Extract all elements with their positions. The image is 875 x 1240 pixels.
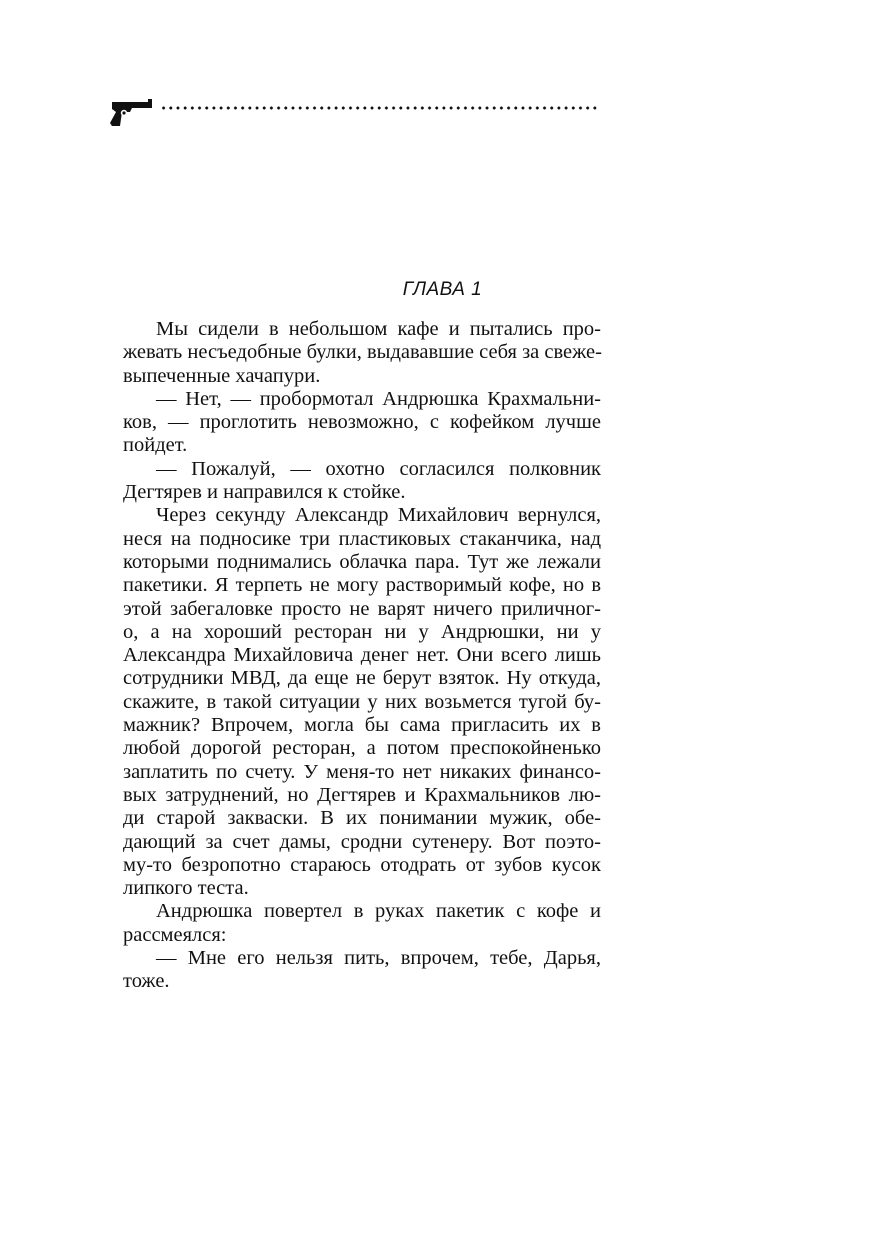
text-line: которыми поднимались облачка пара. Тут же лежали [123, 550, 601, 573]
text-line: выпеченные хачапури. [123, 364, 321, 387]
text-line: — Нет, — пробормотал Андрюшка Крахмальни- [156, 387, 601, 410]
text-line: му-то безропотно стараюсь отодрать от зубов кусок [123, 853, 601, 876]
text-line: скажите, в такой ситуации у них возьмется тугой бу- [123, 690, 601, 713]
text-line: ков, — проглотить невозможно, с кофейком лучше [123, 411, 601, 434]
chapter-title: ГЛАВА 1 [402, 279, 483, 300]
text-line: тоже. [123, 970, 170, 993]
text-line: заплатить по счету. У меня-то нет никаких финансо- [123, 760, 601, 783]
text-line: этой забегаловке просто не варят ничего приличног- [123, 597, 601, 620]
text-line: — Пожалуй, — охотно согласился полковник [156, 457, 601, 480]
text-line: — Мне его нельзя пить, впрочем, тебе, Дарья, [156, 947, 601, 970]
text-line: дающий за счет дамы, сродни сутенеру. Вот поэто- [123, 830, 601, 853]
header-ornament [108, 96, 608, 130]
text-line: Дегтярев и направился к стойке. [123, 481, 406, 504]
text-line: ди старой закваски. В их понимании мужик, обе- [123, 807, 601, 830]
revolver-icon [108, 96, 154, 130]
text-line: мажник? Впрочем, могла бы сама пригласить их в [123, 714, 601, 737]
dotted-rule [160, 106, 600, 110]
text-line: жевать несъедобные булки, выдававшие себя за свеже- [123, 341, 602, 364]
text-line: пакетики. Я терпеть не могу растворимый кофе, но в [123, 574, 601, 597]
text-line: о, а на хороший ресторан ни у Андрюшки, ни у [123, 620, 601, 643]
text-line: рассмеялся: [123, 923, 227, 946]
text-line: Александра Михайловича денег нет. Они всего лишь [123, 644, 601, 667]
text-line: неся на подносике три пластиковых стаканчика, над [123, 527, 601, 550]
text-line: липкого теста. [123, 877, 249, 900]
text-line: Мы сидели в небольшом кафе и пытались про- [156, 318, 601, 340]
text-line: любой дорогой ресторан, а потом преспокойненько [123, 737, 601, 760]
chapter-body [123, 318, 601, 994]
text-line: Через секунду Александр Михайлович вернулся, [156, 504, 601, 527]
text-line: пойдет. [123, 434, 188, 457]
text-line: Андрюшка повертел в руках пакетик с кофе и [156, 900, 601, 923]
text-line: вых затруднений, но Дегтярев и Крахмальников лю- [123, 783, 601, 806]
text-line: сотрудники МВД, да еще не берут взяток. Ну откуда, [123, 667, 601, 690]
